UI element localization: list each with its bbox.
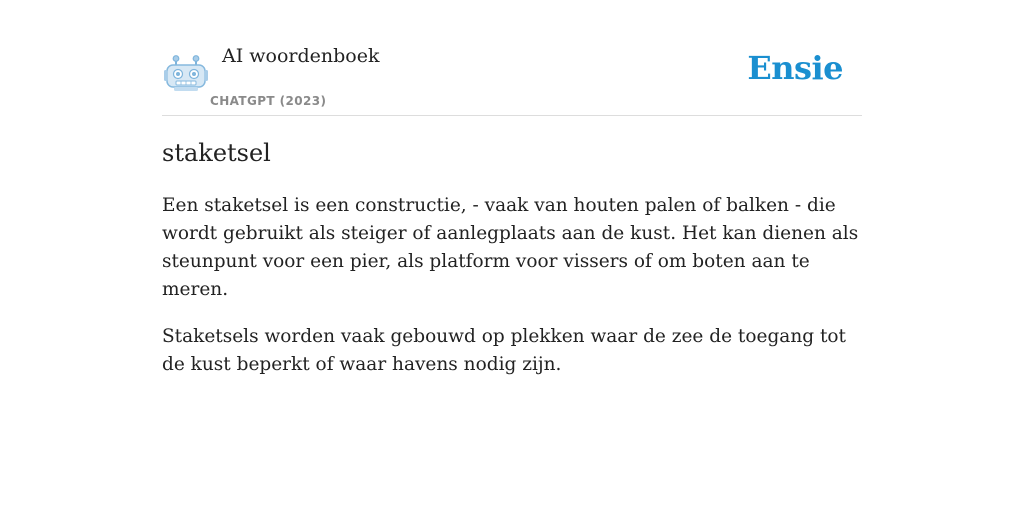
brand-logo[interactable]: Ensie xyxy=(747,49,843,87)
page-content xyxy=(162,0,862,375)
term-title: staketsel xyxy=(162,139,271,167)
source-subtitle: CHATGPT (2023) xyxy=(210,94,327,108)
definition-paragraph: Staketsels worden vaak gebouwd op plekken waar de zee de toegang tot de kust beperkt of waar havens nodig zijn. xyxy=(162,326,846,375)
definition-text xyxy=(162,192,862,398)
definition-paragraph: Een staketsel is een constructie, - vaak van houten palen of balken - die wordt gebruikt als steiger of aanlegplaats aan de kust. Het kan dienen als steunpunt voor een pier, als platform voor vissers of om boten aan te meren. xyxy=(162,195,859,300)
robot-icon xyxy=(164,52,208,92)
source-header xyxy=(162,0,862,116)
source-title[interactable]: AI woordenboek xyxy=(222,45,380,67)
